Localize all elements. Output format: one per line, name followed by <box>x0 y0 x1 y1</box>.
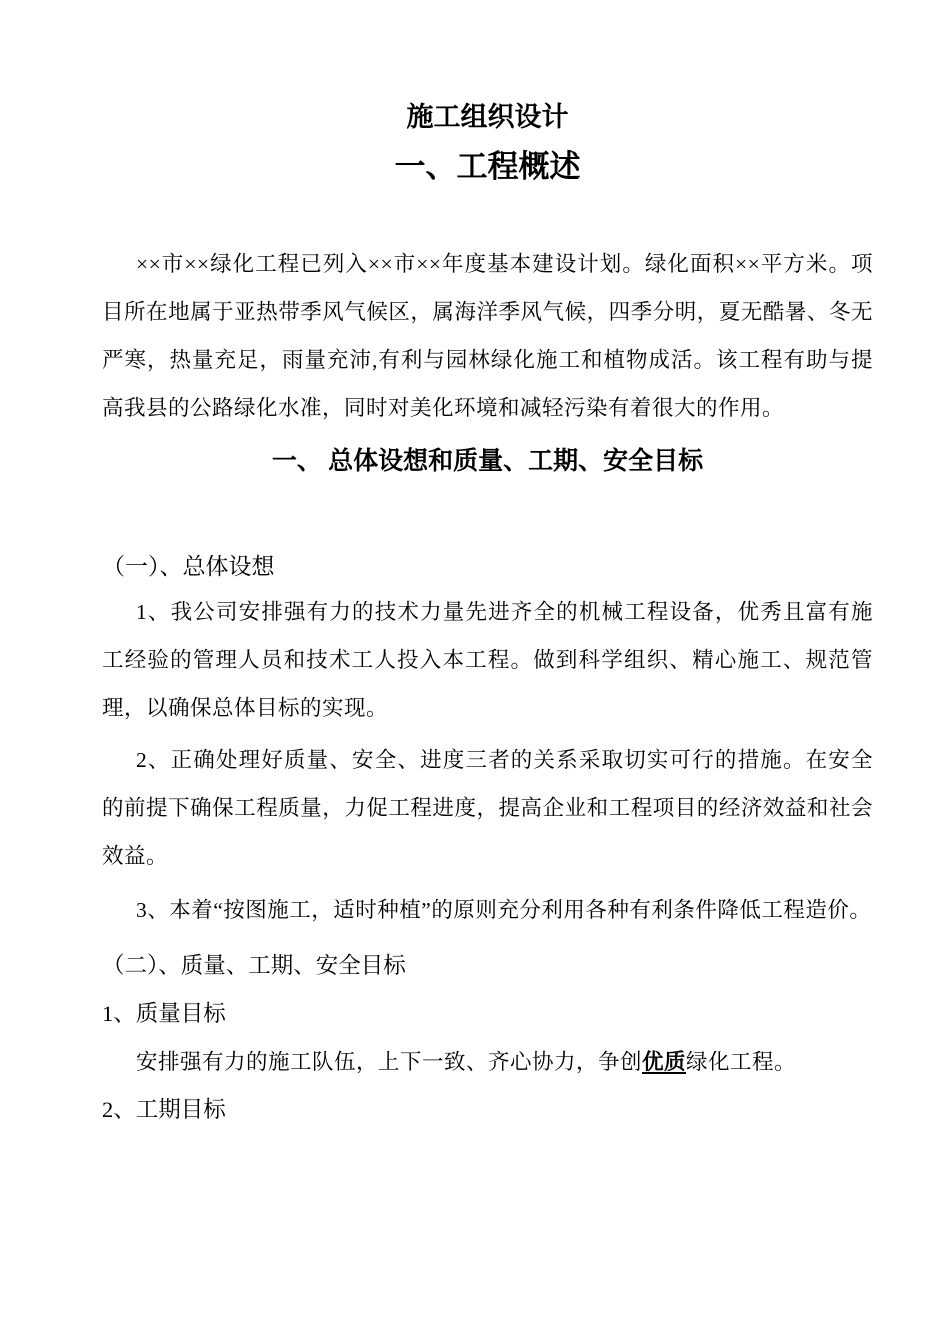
quality-goal-text-after: 绿化工程。 <box>686 1050 797 1074</box>
subsection-1-heading: （一）、总体设想 <box>102 554 275 579</box>
overall-plan-item-2: 2、正确处理好质量、安全、进度三者的关系采取切实可行的措施。在安全的前提下确保工程质量，力促工程进度，提高企业和工程项目的经济效益和社会效益。 <box>102 748 873 868</box>
quality-goal-paragraph <box>102 1038 873 1086</box>
document-title: 施工组织设计 <box>406 102 569 132</box>
quality-goal-text-before: 安排强有力的施工队伍，上下一致、齐心协力，争创 <box>136 1050 643 1074</box>
overall-plan-item-3: 3、本着“按图施工，适时种植”的原则充分利用各种有利条件降低工程造价。 <box>136 898 872 922</box>
quality-goal-heading: 1、质量目标 <box>102 1001 226 1026</box>
overall-plan-item-1: 1、我公司安排强有力的技术力量先进齐全的机械工程设备，优秀且富有施工经验的管理人员和技术工人投入本工程。做到科学组织、精心施工、规范管理，以确保总体目标的实现。 <box>102 600 873 720</box>
quality-goal-emphasis: 优质 <box>642 1050 687 1074</box>
schedule-goal-heading: 2、工期目标 <box>102 1097 226 1122</box>
chapter-heading: 一、工程概述 <box>394 149 581 184</box>
section-heading: 一、 总体设想和质量、工期、安全目标 <box>271 448 704 475</box>
subsection-2-heading: （二）、质量、工期、安全目标 <box>102 953 406 978</box>
intro-paragraph: ××市××绿化工程已列入××市××年度基本建设计划。绿化面积××平方米。项目所在地属于亚热带季风气候区，属海洋季风气候，四季分明，夏无酷暑、冬无严寒，热量充足，雨量充沛,有利与园林绿化施工和植物成活。该工程有助与提高我县的公路绿化水准，同时对美化环境和减轻污染有着很大的作用。 <box>102 252 873 420</box>
